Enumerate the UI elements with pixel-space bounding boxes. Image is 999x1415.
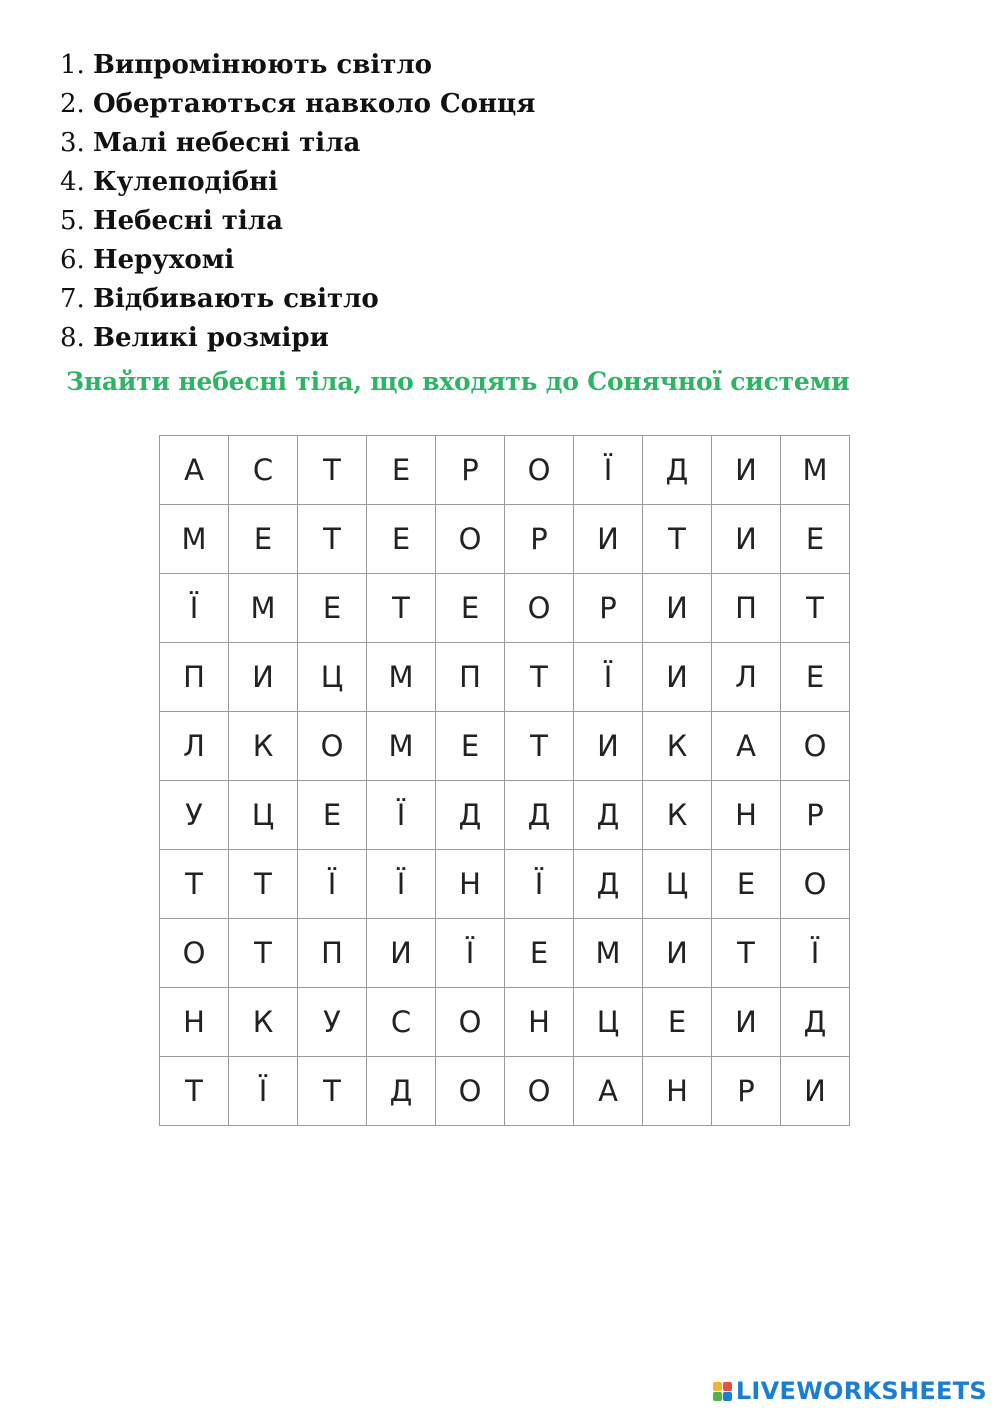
clue-item bbox=[60, 202, 535, 241]
grid-cell[interactable]: Т bbox=[229, 919, 298, 988]
grid-cell[interactable]: Р bbox=[436, 436, 505, 505]
clue-item bbox=[60, 241, 535, 280]
grid-cell[interactable]: Ї bbox=[574, 436, 643, 505]
grid-cell[interactable]: И bbox=[643, 643, 712, 712]
grid-cell[interactable]: А bbox=[574, 1057, 643, 1126]
grid-cell[interactable]: О bbox=[298, 712, 367, 781]
grid-cell[interactable]: Р bbox=[781, 781, 850, 850]
grid-cell[interactable]: П bbox=[160, 643, 229, 712]
grid-cell[interactable]: И bbox=[712, 436, 781, 505]
grid-cell[interactable]: Т bbox=[712, 919, 781, 988]
grid-cell[interactable]: П bbox=[298, 919, 367, 988]
grid-cell[interactable]: И bbox=[367, 919, 436, 988]
grid-cell[interactable]: А bbox=[160, 436, 229, 505]
grid-cell[interactable]: О bbox=[781, 850, 850, 919]
grid-cell[interactable]: Н bbox=[436, 850, 505, 919]
grid-cell[interactable]: Т bbox=[367, 574, 436, 643]
grid-cell[interactable]: Д bbox=[781, 988, 850, 1057]
grid-cell[interactable]: Т bbox=[505, 712, 574, 781]
grid-cell[interactable]: Ї bbox=[160, 574, 229, 643]
grid-cell[interactable]: Е bbox=[505, 919, 574, 988]
clue-number: 8. bbox=[60, 323, 85, 353]
clue-item bbox=[60, 46, 535, 85]
clue-number: 3. bbox=[60, 128, 85, 158]
grid-cell[interactable]: К bbox=[643, 781, 712, 850]
grid-cell[interactable]: Ї bbox=[436, 919, 505, 988]
grid-cell[interactable]: Д bbox=[574, 781, 643, 850]
clue-item bbox=[60, 319, 535, 358]
grid-cell[interactable]: О bbox=[781, 712, 850, 781]
grid-cell[interactable]: Е bbox=[712, 850, 781, 919]
clue-item bbox=[60, 163, 535, 202]
grid-cell[interactable]: К bbox=[643, 712, 712, 781]
grid-cell[interactable]: К bbox=[229, 712, 298, 781]
grid-cell[interactable]: Н bbox=[160, 988, 229, 1057]
grid-row bbox=[160, 988, 850, 1057]
clue-text: Нерухомі bbox=[93, 245, 235, 275]
grid-cell[interactable]: Т bbox=[505, 643, 574, 712]
grid-cell[interactable]: Е bbox=[298, 574, 367, 643]
clue-text: Кулеподібні bbox=[93, 167, 278, 197]
grid-cell[interactable]: И bbox=[574, 712, 643, 781]
grid-cell[interactable]: Е bbox=[781, 643, 850, 712]
grid-row bbox=[160, 643, 850, 712]
grid-cell[interactable]: М bbox=[367, 712, 436, 781]
clue-number: 6. bbox=[60, 245, 85, 275]
grid-cell[interactable]: Ц bbox=[643, 850, 712, 919]
grid-cell[interactable]: Е bbox=[229, 505, 298, 574]
grid-cell[interactable]: И bbox=[643, 919, 712, 988]
grid-cell[interactable]: У bbox=[298, 988, 367, 1057]
grid-cell[interactable]: М bbox=[781, 436, 850, 505]
grid-cell[interactable]: П bbox=[436, 643, 505, 712]
grid-cell[interactable]: Т bbox=[298, 505, 367, 574]
liveworksheets-logo-icon bbox=[713, 1382, 732, 1401]
grid-cell[interactable]: С bbox=[367, 988, 436, 1057]
grid-cell[interactable]: Ц bbox=[298, 643, 367, 712]
grid-cell[interactable]: Т bbox=[229, 850, 298, 919]
grid-cell[interactable]: Е bbox=[436, 712, 505, 781]
grid-cell[interactable]: О bbox=[436, 505, 505, 574]
clue-item bbox=[60, 124, 535, 163]
logo-square bbox=[713, 1392, 722, 1401]
clue-text: Обертаються навколо Сонця bbox=[93, 89, 536, 119]
grid-row bbox=[160, 781, 850, 850]
grid-row bbox=[160, 1057, 850, 1126]
grid-cell[interactable]: Р bbox=[505, 505, 574, 574]
grid-cell[interactable]: Д bbox=[367, 1057, 436, 1126]
grid-cell[interactable]: П bbox=[712, 574, 781, 643]
grid-cell[interactable]: Ц bbox=[574, 988, 643, 1057]
grid-cell[interactable]: Ц bbox=[229, 781, 298, 850]
grid-cell[interactable]: А bbox=[712, 712, 781, 781]
grid-cell[interactable]: Е bbox=[781, 505, 850, 574]
grid-cell[interactable]: С bbox=[229, 436, 298, 505]
grid-cell[interactable]: М bbox=[160, 505, 229, 574]
grid-cell[interactable]: Т bbox=[781, 574, 850, 643]
logo-square bbox=[723, 1382, 732, 1391]
grid-cell[interactable]: И bbox=[643, 574, 712, 643]
clue-number: 1. bbox=[60, 50, 85, 80]
grid-row bbox=[160, 919, 850, 988]
grid-cell[interactable]: Ї bbox=[574, 643, 643, 712]
grid-cell[interactable]: Т bbox=[160, 850, 229, 919]
clue-number: 7. bbox=[60, 284, 85, 314]
grid-cell[interactable]: Д bbox=[574, 850, 643, 919]
grid-cell[interactable]: Т bbox=[643, 505, 712, 574]
grid-cell[interactable]: Т bbox=[160, 1057, 229, 1126]
grid-cell[interactable]: М bbox=[574, 919, 643, 988]
grid-cell[interactable]: Д bbox=[505, 781, 574, 850]
grid-cell[interactable]: Р bbox=[712, 1057, 781, 1126]
grid-cell[interactable]: Т bbox=[298, 1057, 367, 1126]
word-search-grid bbox=[159, 435, 850, 1126]
grid-cell[interactable]: Р bbox=[574, 574, 643, 643]
clue-number: 5. bbox=[60, 206, 85, 236]
grid-cell[interactable]: Д bbox=[643, 436, 712, 505]
grid-cell[interactable]: Ї bbox=[229, 1057, 298, 1126]
clue-item bbox=[60, 280, 535, 319]
grid-cell[interactable]: У bbox=[160, 781, 229, 850]
clue-text: Небесні тіла bbox=[93, 206, 283, 236]
logo-square bbox=[713, 1382, 722, 1391]
grid-cell[interactable]: Д bbox=[436, 781, 505, 850]
grid-cell[interactable]: Е bbox=[298, 781, 367, 850]
grid-cell[interactable]: Ї bbox=[298, 850, 367, 919]
clue-list bbox=[60, 46, 535, 358]
clue-text: Великі розміри bbox=[93, 323, 329, 353]
grid-row bbox=[160, 850, 850, 919]
grid-cell[interactable]: О bbox=[436, 1057, 505, 1126]
grid-cell[interactable]: И bbox=[781, 1057, 850, 1126]
clue-number: 4. bbox=[60, 167, 85, 197]
clue-item bbox=[60, 85, 535, 124]
clue-text: Малі небесні тіла bbox=[93, 128, 361, 158]
grid-cell[interactable]: М bbox=[367, 643, 436, 712]
grid-cell[interactable]: И bbox=[712, 988, 781, 1057]
grid-row bbox=[160, 505, 850, 574]
grid-cell[interactable]: Е bbox=[436, 574, 505, 643]
grid-cell[interactable]: И bbox=[574, 505, 643, 574]
logo-text: LIVEWORKSHEETS bbox=[735, 1377, 987, 1405]
grid-cell[interactable]: Ї bbox=[367, 781, 436, 850]
grid-cell[interactable]: Л bbox=[712, 643, 781, 712]
clue-text: Випромінюють світло bbox=[93, 50, 432, 80]
grid-row bbox=[160, 436, 850, 505]
grid-cell[interactable]: Ї bbox=[781, 919, 850, 988]
grid-cell[interactable]: Л bbox=[160, 712, 229, 781]
instruction-heading: Знайти небесні тіла, що входять до Сонячної системи bbox=[66, 367, 850, 396]
grid-cell[interactable]: К bbox=[229, 988, 298, 1057]
grid-cell[interactable]: О bbox=[160, 919, 229, 988]
grid-cell[interactable]: О bbox=[505, 574, 574, 643]
grid-cell[interactable]: И bbox=[229, 643, 298, 712]
grid-cell[interactable]: Н bbox=[643, 1057, 712, 1126]
grid-cell[interactable]: Е bbox=[643, 988, 712, 1057]
grid-cell[interactable]: Ї bbox=[367, 850, 436, 919]
grid-cell[interactable]: О bbox=[505, 1057, 574, 1126]
grid-cell[interactable]: О bbox=[436, 988, 505, 1057]
grid-cell[interactable]: Е bbox=[367, 436, 436, 505]
liveworksheets-logo bbox=[713, 1377, 987, 1405]
grid-cell[interactable]: Н bbox=[505, 988, 574, 1057]
grid-cell[interactable]: И bbox=[712, 505, 781, 574]
grid-cell[interactable]: Ї bbox=[505, 850, 574, 919]
clue-number: 2. bbox=[60, 89, 85, 119]
grid-cell[interactable]: О bbox=[505, 436, 574, 505]
grid-cell[interactable]: Т bbox=[298, 436, 367, 505]
grid-cell[interactable]: Е bbox=[367, 505, 436, 574]
grid-cell[interactable]: Н bbox=[712, 781, 781, 850]
grid-row bbox=[160, 712, 850, 781]
grid-cell[interactable]: М bbox=[229, 574, 298, 643]
logo-square bbox=[723, 1392, 732, 1401]
grid-row bbox=[160, 574, 850, 643]
clue-text: Відбивають світло bbox=[93, 284, 379, 314]
